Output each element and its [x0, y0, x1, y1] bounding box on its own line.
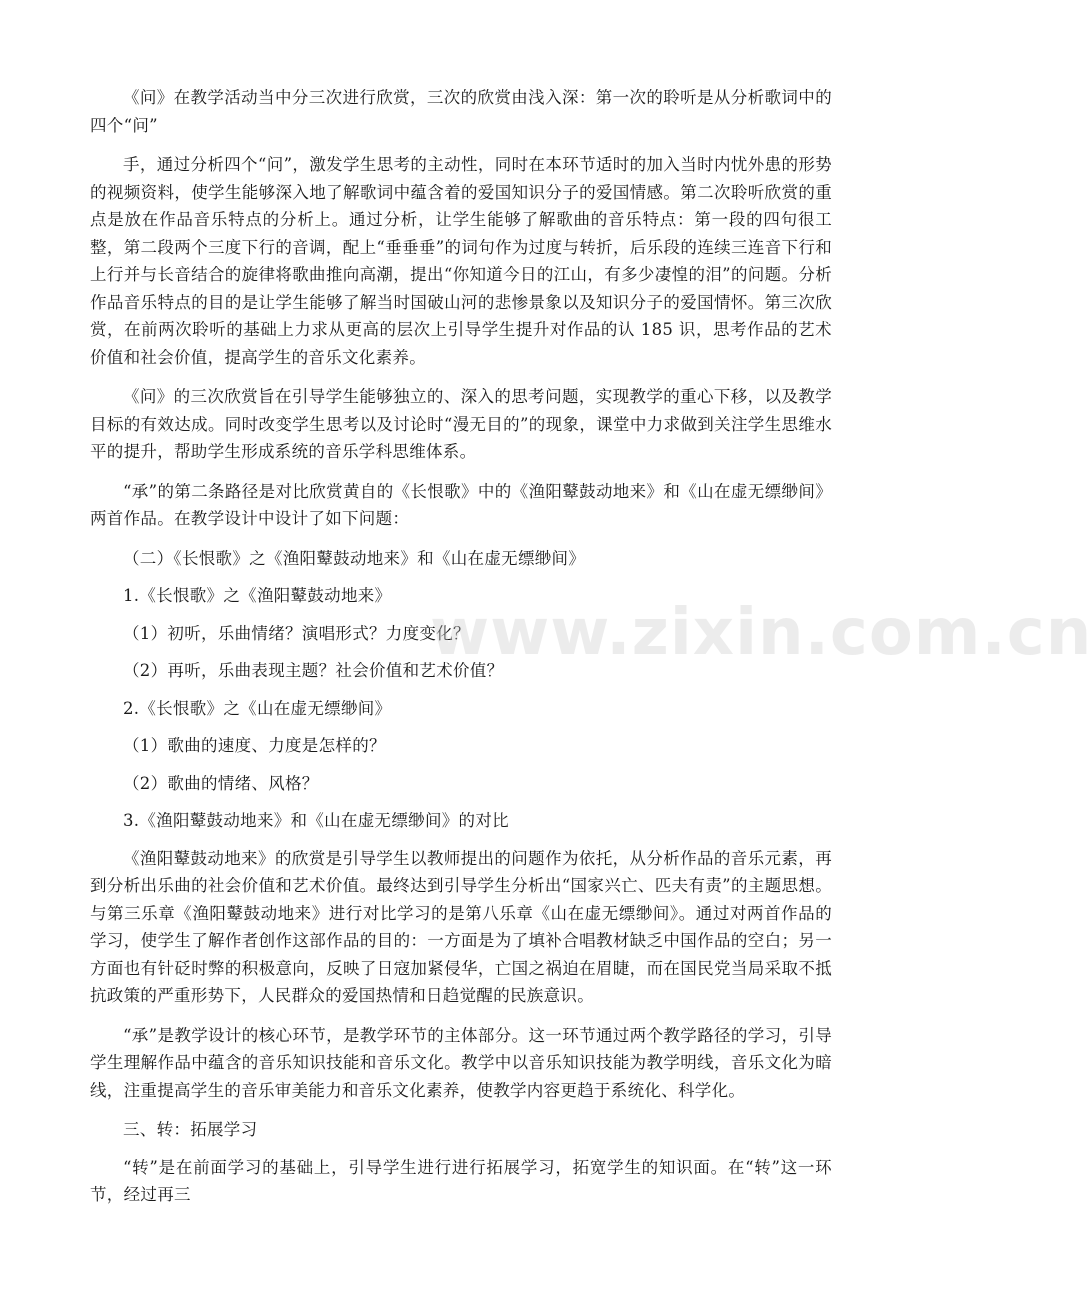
- paragraph-analysis: 手，通过分析四个“问”，激发学生思考的主动性，同时在本环节适时的加入当时内忧外患的形势的视频资料，使学生能够深入地了解歌词中蕴含着的爱国知识分子的爱国情感。第二次聆听欣赏的重点是放在作品音乐特点的分析上。通过分析，让学生能够了解歌曲的音乐特点：第一段的四句很工整，第二段两个三度下行的音调，配上“垂垂垂”的词句作为过度与转折，后乐段的连续三连音下行和上行并与长音结合的旋律将歌曲推向高潮，提出“你知道今日的江山，有多少凄惶的泪”的问题。分析作品音乐特点的目的是让学生能够了解当时国破山河的悲惨景象以及知识分子的爱国情怀。第三次欣赏，在前两次聆听的基础上力求从更高的层次上引导学生提升对作品的认 185 识，思考作品的艺术价值和社会价值，提高学生的音乐文化素养。: [90, 155, 832, 367]
- list-item-2: 2.《长恨歌》之《山在虚无缥缈间》: [123, 698, 392, 718]
- watermark-text: www.zixin.com.cn: [430, 596, 1092, 670]
- paragraph-intro: 《问》在教学活动当中分三次进行欣赏，三次的欣赏由浅入深：第一次的聆听是从分析歌词中的四个“问”: [90, 88, 832, 135]
- paragraph-turn: “转”是在前面学习的基础上，引导学生进行进行拓展学习，拓宽学生的知识面。在“转”这一环节，经过再三: [90, 1157, 832, 1204]
- list-item-1: 1.《长恨歌》之《渔阳鼙鼓动地来》: [123, 586, 392, 605]
- section-heading-3: 三、转：拓展学习: [123, 1120, 258, 1139]
- list-item-1-2: （2）再听，乐曲表现主题？社会价值和艺术价值？: [123, 661, 504, 680]
- list-item-3: 3.《渔阳鼙鼓动地来》和《山在虚无缥缈间》的对比: [123, 811, 509, 830]
- section-heading-2: （二）《长恨歌》之《渔阳鼙鼓动地来》和《山在虚无缥缈间》: [123, 548, 586, 568]
- list-item-2-1: （1）歌曲的速度、力度是怎样的？: [123, 736, 386, 755]
- list-item-2-2: （2）歌曲的情绪、风格？: [123, 773, 319, 793]
- paragraph-core-link: “承”是教学设计的核心环节，是教学环节的主体部分。这一环节通过两个教学路径的学习，引导学生理解作品中蕴含的音乐知识技能和音乐文化。教学中以音乐知识技能为教学明线，音乐文化为暗线，注重提高学生的音乐审美能力和音乐文化素养，使教学内容更趋于系统化、科学化。: [90, 1025, 832, 1100]
- paragraph-summary: 《问》的三次欣赏旨在引导学生能够独立的、深入的思考问题，实现教学的重心下移，以及教学目标的有效达成。同时改变学生思考以及讨论时“漫无目的”的现象，课堂中力求做到关注学生思维水平的提升，帮助学生形成系统的音乐学科思维体系。: [90, 387, 832, 461]
- document-body: [90, 84, 832, 1221]
- paragraph-second-path: “承”的第二条路径是对比欣赏黄自的《长恨歌》中的《渔阳鼙鼓动地来》和《山在虚无缥缈间》两首作品。在教学设计中设计了如下问题：: [90, 481, 832, 528]
- list-item-1-1: （1）初听，乐曲情绪？演唱形式？力度变化？: [123, 623, 470, 643]
- paragraph-comparison: 《渔阳鼙鼓动地来》的欣赏是引导学生以教师提出的问题作为依托，从分析作品的音乐元素，再到分析出乐曲的社会价值和艺术价值。最终达到引导学生分析出“国家兴亡、匹夫有责”的主题思想。与第三乐章《渔阳鼙鼓动地来》进行对比学习的是第八乐章《山在虚无缥缈间》。通过对两首作品的学习，使学生了解作者创作这部作品的目的：一方面是为了填补合唱教材缺乏中国作品的空白；另一方面也有针砭时弊的积极意向，反映了日寇加紧侵华，亡国之祸迫在眉睫，而在国民党当局采取不抵抗政策的严重形势下，人民群众的爱国热情和日趋觉醒的民族意识。: [90, 848, 832, 1005]
